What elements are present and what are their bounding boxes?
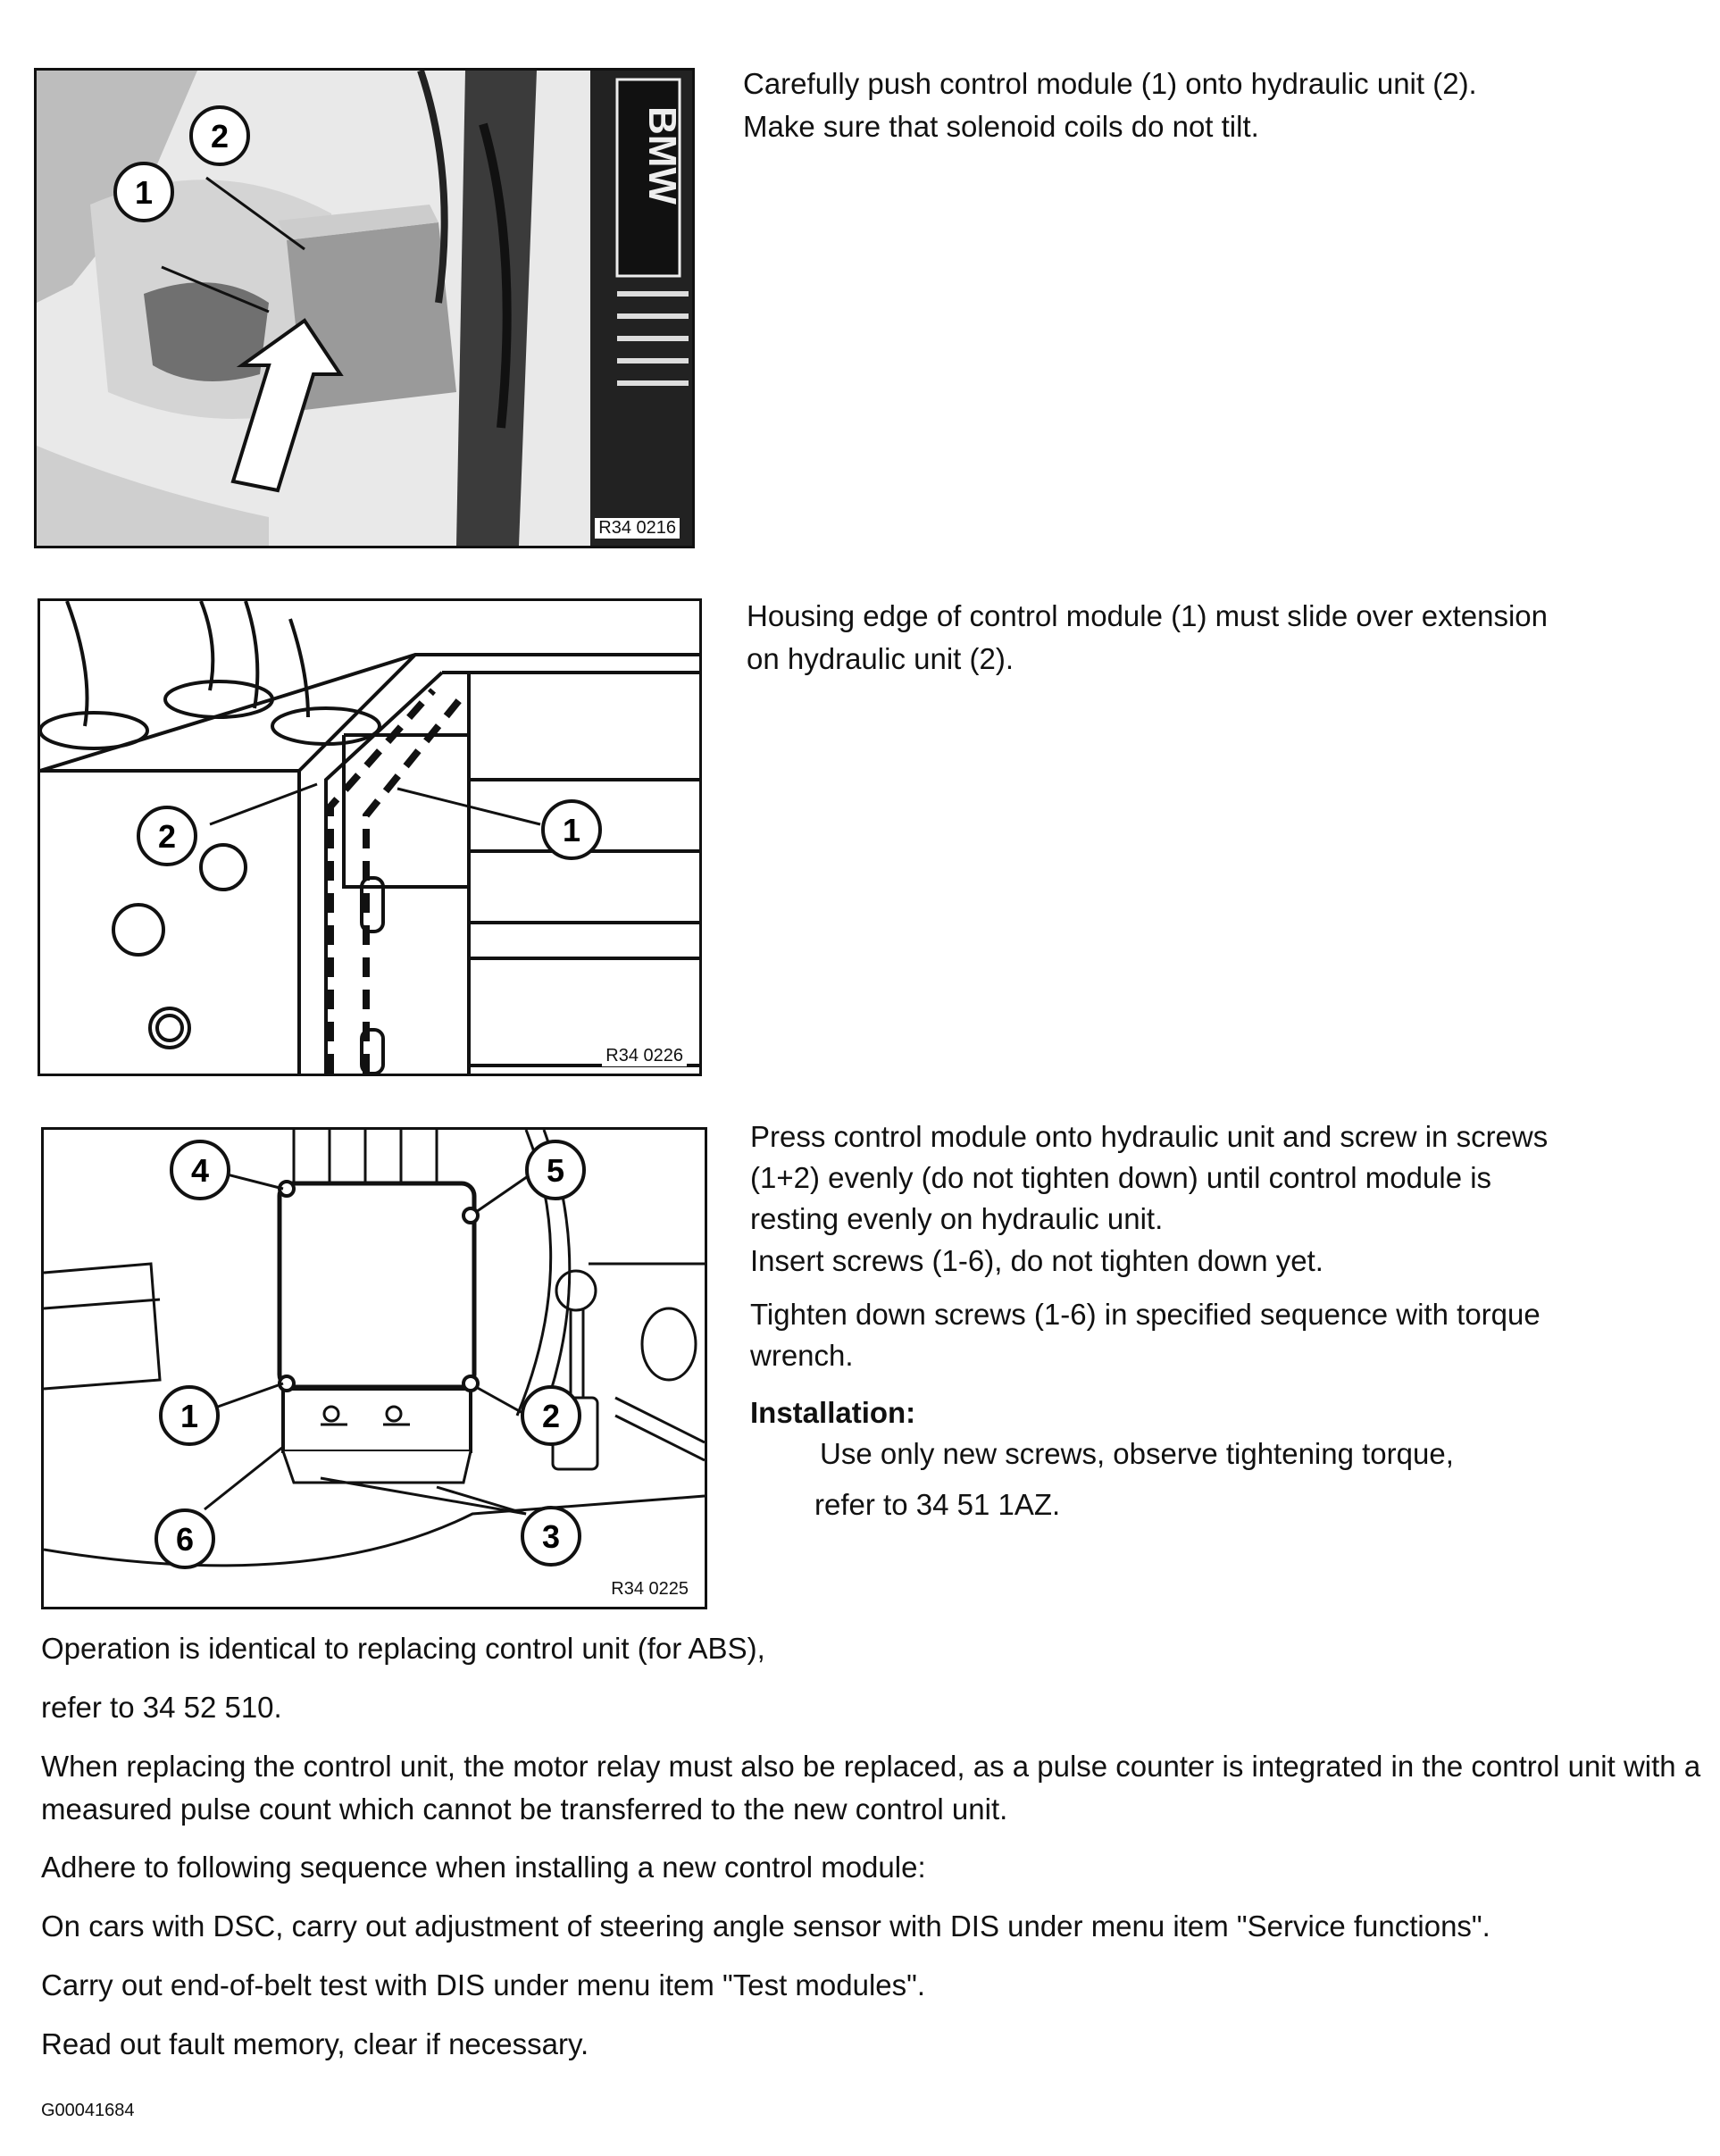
svg-text:2: 2 [210,118,230,155]
callout-3 [522,1508,580,1565]
bmw-mark [640,106,684,205]
body-paragraph: Operation is identical to replacing control unit (for ABS), [41,1632,765,1665]
callout-2 [522,1387,580,1444]
body-text [41,1627,1702,2068]
body-paragraph: Carry out end-of-belt test with DIS under menu item "Test modules". [41,1968,926,2002]
caption-line: Carefully push control module (1) onto hydraulic unit (2). [743,67,1477,100]
callout-1 [115,163,172,221]
callout-1 [543,801,600,858]
figure-3-illustration [44,1130,705,1607]
callout-2 [191,107,248,164]
body-paragraph: When replacing the control unit, the motor relay must also be replaced, as a pulse counter is integrated in the control unit with a measured pulse count which cannot be transferred to the new control unit. [41,1749,1701,1826]
figure-1-photo [34,68,695,548]
svg-text:2: 2 [157,818,177,855]
body-paragraph: Read out fault memory, clear if necessary. [41,2026,589,2060]
body-paragraph: On cars with DSC, carry out adjustment of steering angle sensor with DIS under menu item "Service functions". [41,1909,1490,1943]
body-paragraph: refer to 34 52 510. [41,1690,282,1724]
callout-6 [156,1510,213,1567]
figure-3-diagram [41,1127,707,1609]
caption-line: on hydraulic unit (2). [747,641,1014,675]
installation-line: refer to 34 51 1AZ. [814,1487,1061,1521]
svg-text:2: 2 [541,1398,561,1434]
callout-2 [138,807,196,865]
figure-code: R34 0225 [607,1579,692,1600]
figure-2-caption [747,595,1693,681]
svg-text:BMW: BMW [640,106,684,205]
svg-text:5: 5 [546,1152,565,1189]
callout-5 [527,1141,584,1199]
figure-code: R34 0226 [602,1046,687,1066]
svg-text:1: 1 [180,1398,199,1434]
caption-line: Housing edge of control module (1) must slide over extension [747,599,1548,632]
callout-1 [161,1387,218,1444]
callout-4 [171,1141,229,1199]
svg-text:6: 6 [175,1521,195,1558]
figure-2-illustration [40,601,699,1074]
caption-line: Insert screws (1-6), do not tighten down yet. [750,1243,1323,1277]
svg-text:1: 1 [562,812,581,848]
control-module [280,1182,478,1483]
caption-line: Make sure that solenoid coils do not tilt. [743,109,1259,143]
svg-text:3: 3 [541,1518,561,1555]
caption-line: resting evenly on hydraulic unit. [750,1202,1164,1236]
installation-line: Use only new screws, observe tightening torque, [820,1437,1454,1471]
svg-text:1: 1 [134,174,154,211]
figure-2-diagram [38,598,702,1076]
figure-code: R34 0216 [595,518,680,539]
figure-1-illustration [37,71,692,546]
document-id: G00041684 [41,2101,135,2120]
body-paragraph: Adhere to following sequence when installing a new control module: [41,1851,926,1884]
caption-line: wrench. [750,1338,854,1372]
caption-line: (1+2) evenly (do not tighten down) until control module is [750,1161,1492,1195]
caption-line: Tighten down screws (1-6) in specified sequence with torque [750,1297,1540,1331]
caption-line: Press control module onto hydraulic unit and screw in screws [750,1120,1549,1153]
figure-3-caption [750,1116,1706,1525]
figure-1-caption [743,63,1690,148]
svg-text:4: 4 [190,1152,210,1189]
installation-heading: Installation: [750,1396,916,1430]
